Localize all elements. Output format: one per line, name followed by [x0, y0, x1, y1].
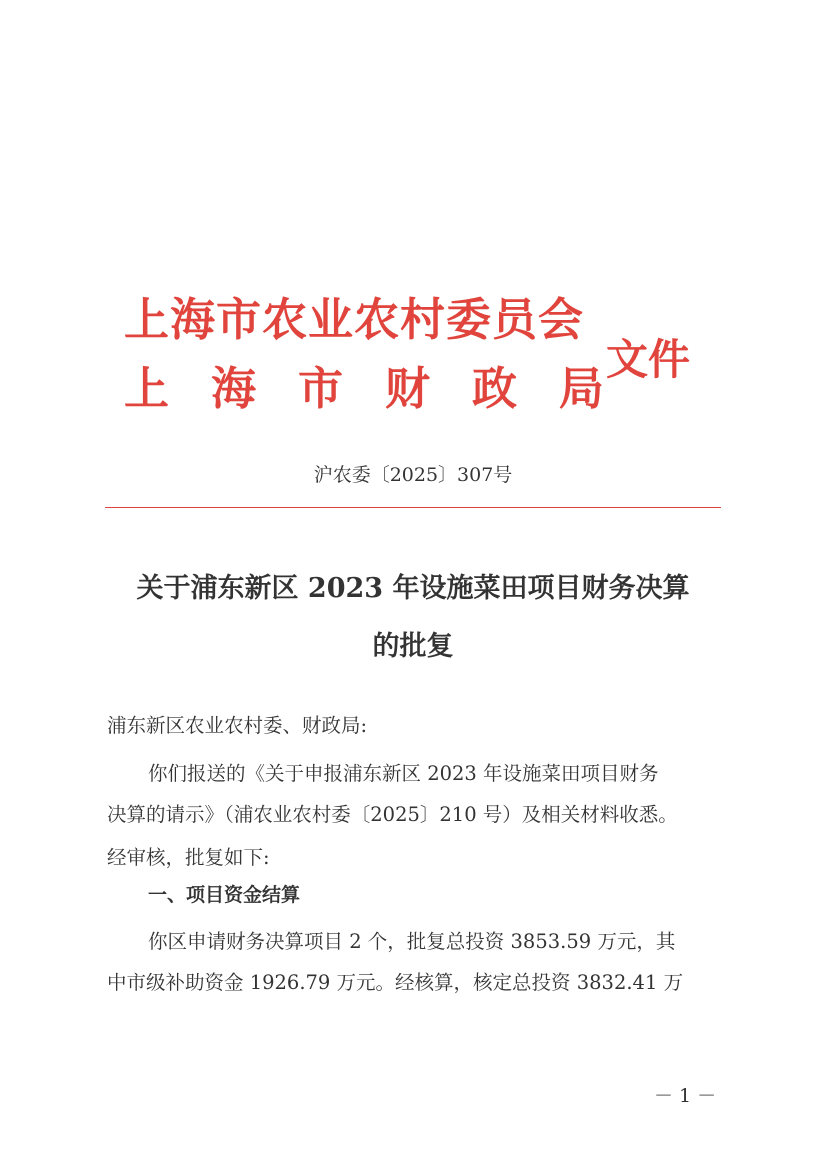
document-number: 沪农委〔2025〕307号 — [313, 464, 513, 486]
document-title-line-1: 关于浦东新区 2023 年设施菜田项目财务决算 — [136, 573, 690, 604]
section-heading-1: 一、项目资金结算 — [148, 884, 301, 906]
issuer-char: 政 — [471, 362, 517, 415]
paragraph-2-line-1: 你区申请财务决算项目 2 个，批复总投资 3853.59 万元，其 — [148, 930, 676, 953]
paragraph-1-line-2: 决算的请示》（浦农业农村委〔2025〕210 号）及相关材料收悉。 — [107, 803, 678, 826]
paragraph-1-line-3: 经审核，批复如下: — [107, 846, 270, 869]
issuer-char: 局 — [558, 362, 604, 415]
issuer-char: 财 — [384, 362, 430, 415]
paragraph-1-line-1: 你们报送的《关于申报浦东新区 2023 年设施菜田项目财务 — [148, 762, 659, 785]
document-title-line-2: 的批复 — [372, 631, 454, 662]
issuer-name-2 — [124, 352, 604, 417]
document-suffix: 文件 — [606, 335, 691, 384]
issuer-char: 上 — [124, 362, 170, 415]
paragraph-2-line-2: 中市级补助资金 1926.79 万元。经核算，核定总投资 3832.41 万 — [107, 971, 684, 994]
page-number: － 1 － — [654, 1085, 717, 1107]
issuer-char: 市 — [297, 362, 343, 415]
issuer-char: 海 — [210, 362, 256, 415]
issuer-name-1: 上海市农业农村委员会 — [124, 293, 585, 346]
addressee: 浦东新区农业农村委、财政局: — [107, 714, 368, 737]
red-divider — [105, 507, 721, 508]
